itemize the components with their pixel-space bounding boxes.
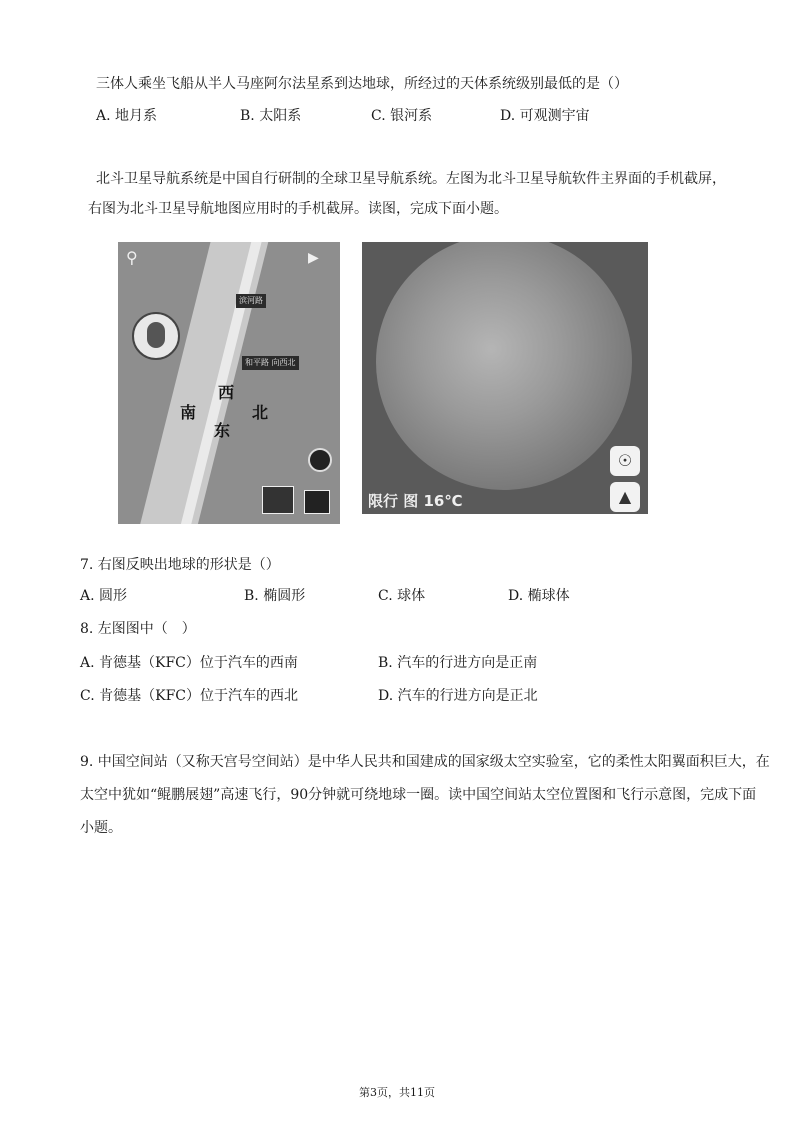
page-number-footer: 第3页，共11页: [359, 1086, 435, 1099]
q7-option-a: A. 圆形: [80, 588, 128, 604]
q6-option-d: D. 可观测宇宙: [500, 108, 590, 124]
q8-option-c: C. 肯德基（KFC）位于汽车的西北: [80, 688, 298, 704]
compass-north: 北: [252, 403, 269, 422]
refresh-icon: [308, 448, 332, 472]
compass-west: 西: [218, 383, 235, 402]
q8-option-b: B. 汽车的行进方向是正南: [378, 655, 538, 671]
q9-paragraph: 9. 中国空间站（又称天宫号空间站）是中华人民共和国建成的国家级太空实验室，它的柔性太阳翼面积巨大，在太空中犹如“鲲鹏展翅”高速飞行，90分钟就可绕地球一圈。读中国空间站太空位置图和飞行示意图，完成下面小题。: [80, 754, 770, 836]
status-bar-text: 限行 图 16℃: [368, 492, 463, 510]
right-phone-screenshot: [362, 242, 648, 514]
road-label-1: 滨河路: [236, 294, 266, 308]
compass-east: 东: [214, 421, 231, 440]
road-shape: [131, 242, 272, 524]
q8-option-d: D. 汽车的行进方向是正北: [378, 688, 538, 704]
q6-option-a: A. 地月系: [96, 108, 158, 124]
q6-option-b: B. 太阳系: [240, 108, 302, 124]
road-label-2: 和平路 向西北: [242, 356, 299, 370]
locate-icon: ☉: [610, 446, 640, 476]
q8-option-a: A. 肯德基（KFC）位于汽车的西南: [80, 655, 298, 671]
left-phone-screenshot: [118, 242, 340, 524]
volume-icon: ▶: [308, 250, 319, 266]
q6-option-c: C. 银河系: [371, 108, 433, 124]
layers-icon: ▲: [610, 482, 640, 512]
q7-option-b: B. 椭圆形: [244, 588, 306, 604]
compass-south: 南: [180, 403, 197, 422]
q7-option-c: C. 球体: [378, 588, 426, 604]
intro-line-2: 右图为北斗卫星导航地图应用时的手机截屏。读图，完成下面小题。: [88, 201, 508, 217]
q6-stem: 三体人乘坐飞船从半人马座阿尔法星系到达地球，所经过的天体系统级别最低的是（）: [96, 76, 628, 92]
q7-stem: 7. 右图反映出地球的形状是（）: [80, 557, 280, 573]
kfc-logo-icon: [132, 312, 180, 360]
earth-globe-image: [376, 242, 632, 490]
intro-line-1: 北斗卫星导航系统是中国自行研制的全球卫星导航系统。左图为北斗卫星导航软件主界面的手机截屏，: [96, 171, 726, 187]
q8-stem: 8. 左图图中（ ）: [80, 621, 196, 637]
car-icon: [304, 490, 330, 514]
q7-option-d: D. 椭球体: [508, 588, 570, 604]
search-icon: ⚲: [126, 248, 138, 267]
map-icon: [262, 486, 294, 514]
